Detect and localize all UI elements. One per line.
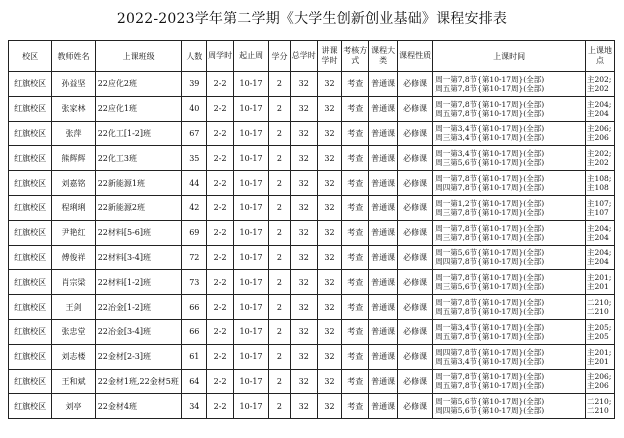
cell-class: 22材料[5-6]班 — [95, 220, 182, 245]
cell-class-time — [433, 394, 586, 419]
class-time-line: 周四第7,8节{第10-17周}(全部) — [435, 183, 545, 193]
class-time-line: 周四第7,8节{第10-17周}(全部) — [435, 347, 545, 357]
table-row — [9, 245, 615, 270]
cell-exam-type: 考查 — [342, 195, 369, 220]
header-campus: 校区 — [9, 41, 52, 72]
cell-class: 22材料[1-2]班 — [95, 270, 182, 295]
cell-weekly-hours: 2-2 — [207, 245, 234, 270]
cell-class: 22应化1班 — [95, 96, 182, 121]
cell-class: 22新能源2班 — [95, 195, 182, 220]
table-row — [9, 96, 615, 121]
class-time-line: 周一第3,4节{第10-17周}(全部) — [435, 124, 545, 134]
header-exam-type: 考核方式 — [342, 41, 369, 72]
cell-course-nature: 必修课 — [398, 344, 433, 369]
location-line: 主107 — [587, 207, 609, 217]
cell-teacher: 张萍 — [52, 121, 95, 146]
cell-lecture-hours: 32 — [317, 96, 342, 121]
location-line: 主202 — [587, 83, 609, 93]
cell-location — [586, 369, 615, 394]
header-lecture-hours: 讲课学时 — [317, 41, 342, 72]
cell-credit: 2 — [269, 195, 291, 220]
cell-count: 69 — [182, 220, 207, 245]
cell-class-time — [433, 369, 586, 394]
location-line: 二210; — [587, 397, 612, 407]
cell-exam-type: 考查 — [342, 171, 369, 196]
cell-week-range: 10-17 — [234, 344, 269, 369]
cell-lecture-hours: 32 — [317, 394, 342, 419]
cell-class: 22金材4班 — [95, 394, 182, 419]
class-time-line: 周三第5,6节{第10-17周}(全部) — [435, 282, 545, 292]
cell-weekly-hours: 2-2 — [207, 146, 234, 171]
cell-class-time — [433, 344, 586, 369]
cell-exam-type: 考查 — [342, 319, 369, 344]
cell-course-nature: 必修课 — [398, 319, 433, 344]
cell-location — [586, 72, 615, 97]
location-line: 主201; — [587, 273, 612, 283]
cell-teacher: 孙益坚 — [52, 72, 95, 97]
cell-total-hours: 32 — [290, 369, 317, 394]
cell-credit: 2 — [269, 270, 291, 295]
location-line: 主206 — [587, 381, 609, 391]
class-time-line: 周四第7,8节{第10-17周}(全部) — [435, 257, 545, 267]
table-row — [9, 121, 615, 146]
cell-class-time — [433, 295, 586, 320]
cell-location — [586, 270, 615, 295]
table-row — [9, 319, 615, 344]
cell-credit: 2 — [269, 146, 291, 171]
cell-course-nature: 必修课 — [398, 171, 433, 196]
class-time-line: 周一第7,8节{第10-17周}(全部) — [435, 372, 545, 382]
cell-week-range: 10-17 — [234, 245, 269, 270]
location-line: 主204; — [587, 248, 612, 258]
class-time-line: 周五第7,8节{第10-17周}(全部) — [435, 83, 545, 93]
cell-count: 42 — [182, 195, 207, 220]
table-row — [9, 270, 615, 295]
table-row — [9, 195, 615, 220]
cell-total-hours: 32 — [290, 146, 317, 171]
cell-exam-type: 考查 — [342, 220, 369, 245]
class-time-line: 周三第5,6节{第10-17周}(全部) — [435, 158, 545, 168]
cell-course-category: 普通课 — [369, 96, 398, 121]
cell-course-category: 普通课 — [369, 270, 398, 295]
cell-class: 22金材1班,22金材5班 — [95, 369, 182, 394]
header-week-range: 起止周 — [234, 41, 269, 72]
cell-campus: 红旗校区 — [9, 96, 52, 121]
location-line: 主107; — [587, 198, 612, 208]
cell-credit: 2 — [269, 72, 291, 97]
cell-count: 61 — [182, 344, 207, 369]
cell-teacher: 尹艳红 — [52, 220, 95, 245]
schedule-table — [8, 40, 615, 419]
class-time-line: 周五第7,8节{第10-17周}(全部) — [435, 108, 545, 118]
table-row — [9, 171, 615, 196]
location-line: 主201 — [587, 356, 609, 366]
cell-campus: 红旗校区 — [9, 394, 52, 419]
cell-class-time — [433, 245, 586, 270]
cell-total-hours: 32 — [290, 171, 317, 196]
cell-exam-type: 考查 — [342, 369, 369, 394]
cell-course-nature: 必修课 — [398, 270, 433, 295]
cell-count: 64 — [182, 369, 207, 394]
cell-campus: 红旗校区 — [9, 146, 52, 171]
cell-campus: 红旗校区 — [9, 121, 52, 146]
cell-campus: 红旗校区 — [9, 195, 52, 220]
location-line: 主201; — [587, 347, 612, 357]
cell-week-range: 10-17 — [234, 394, 269, 419]
class-time-line: 周三第3,4节{第10-17周}(全部) — [435, 133, 545, 143]
cell-campus: 红旗校区 — [9, 171, 52, 196]
cell-weekly-hours: 2-2 — [207, 220, 234, 245]
cell-course-category: 普通课 — [369, 146, 398, 171]
cell-weekly-hours: 2-2 — [207, 394, 234, 419]
cell-class: 22应化2班 — [95, 72, 182, 97]
cell-location — [586, 121, 615, 146]
class-time-line: 周五第7,8节{第10-17周}(全部) — [435, 307, 545, 317]
cell-lecture-hours: 32 — [317, 72, 342, 97]
class-time-line: 周五第3,4节{第10-17周}(全部) — [435, 356, 545, 366]
cell-course-nature: 必修课 — [398, 394, 433, 419]
cell-credit: 2 — [269, 394, 291, 419]
cell-weekly-hours: 2-2 — [207, 344, 234, 369]
class-time-line: 周五第7,8节{第10-17周}(全部) — [435, 381, 545, 391]
cell-lecture-hours: 32 — [317, 121, 342, 146]
cell-location — [586, 171, 615, 196]
table-row — [9, 220, 615, 245]
cell-total-hours: 32 — [290, 195, 317, 220]
location-line: 主205 — [587, 331, 609, 341]
class-time-line: 周三第7,8节{第10-17周}(全部) — [435, 232, 545, 242]
table-row — [9, 344, 615, 369]
header-location: 上课地点 — [586, 41, 615, 72]
cell-weekly-hours: 2-2 — [207, 96, 234, 121]
cell-course-category: 普通课 — [369, 394, 398, 419]
cell-total-hours: 32 — [290, 295, 317, 320]
cell-lecture-hours: 32 — [317, 220, 342, 245]
location-line: 主204 — [587, 257, 609, 267]
class-time-line: 周一第7,8节{第10-17周}(全部) — [435, 99, 545, 109]
cell-total-hours: 32 — [290, 344, 317, 369]
cell-class: 22化工3班 — [95, 146, 182, 171]
cell-campus: 红旗校区 — [9, 319, 52, 344]
cell-teacher: 刘亭 — [52, 394, 95, 419]
cell-week-range: 10-17 — [234, 369, 269, 394]
location-line: 主206 — [587, 133, 609, 143]
class-time-line: 周五第7,8节{第10-17周}(全部) — [435, 331, 545, 341]
location-line: 二210 — [587, 406, 609, 416]
cell-class-time — [433, 319, 586, 344]
cell-course-nature: 必修课 — [398, 96, 433, 121]
class-time-line: 周一第5,6节{第10-17周}(全部) — [435, 397, 545, 407]
cell-week-range: 10-17 — [234, 146, 269, 171]
cell-lecture-hours: 32 — [317, 369, 342, 394]
table-row — [9, 72, 615, 97]
cell-exam-type: 考查 — [342, 270, 369, 295]
class-time-line: 周一第7,8节{第10-17周}(全部) — [435, 174, 545, 184]
cell-lecture-hours: 32 — [317, 195, 342, 220]
location-line: 主202 — [587, 158, 609, 168]
cell-location — [586, 195, 615, 220]
location-line: 主108; — [587, 174, 612, 184]
cell-credit: 2 — [269, 171, 291, 196]
cell-total-hours: 32 — [290, 121, 317, 146]
cell-location — [586, 220, 615, 245]
cell-course-category: 普通课 — [369, 245, 398, 270]
class-time-line: 周四第5,6节{第10-17周}(全部) — [435, 406, 545, 416]
class-time-line: 周一第3,4节{第10-17周}(全部) — [435, 322, 545, 332]
cell-location — [586, 96, 615, 121]
cell-course-category: 普通课 — [369, 121, 398, 146]
class-time-line: 周一第3,4节{第10-17周}(全部) — [435, 149, 545, 159]
cell-course-category: 普通课 — [369, 195, 398, 220]
cell-class-time — [433, 121, 586, 146]
cell-campus: 红旗校区 — [9, 369, 52, 394]
cell-count: 44 — [182, 171, 207, 196]
cell-course-nature: 必修课 — [398, 195, 433, 220]
cell-lecture-hours: 32 — [317, 295, 342, 320]
cell-lecture-hours: 32 — [317, 245, 342, 270]
cell-count: 40 — [182, 96, 207, 121]
cell-teacher: 程琍琍 — [52, 195, 95, 220]
class-time-line: 周一第7,8节{第10-17周}(全部) — [435, 74, 545, 84]
location-line: 主108 — [587, 183, 609, 193]
cell-exam-type: 考查 — [342, 121, 369, 146]
class-time-line: 周一第7,8节{第10-17周}(全部) — [435, 298, 545, 308]
cell-count: 34 — [182, 394, 207, 419]
cell-teacher: 王剑 — [52, 295, 95, 320]
cell-week-range: 10-17 — [234, 96, 269, 121]
cell-class: 22材料[3-4]班 — [95, 245, 182, 270]
cell-credit: 2 — [269, 121, 291, 146]
cell-location — [586, 295, 615, 320]
cell-course-nature: 必修课 — [398, 295, 433, 320]
cell-teacher: 熊辉辉 — [52, 146, 95, 171]
cell-campus: 红旗校区 — [9, 270, 52, 295]
header-credit: 学分 — [269, 41, 291, 72]
cell-course-category: 普通课 — [369, 295, 398, 320]
cell-exam-type: 考查 — [342, 394, 369, 419]
cell-week-range: 10-17 — [234, 72, 269, 97]
cell-total-hours: 32 — [290, 96, 317, 121]
cell-location — [586, 319, 615, 344]
cell-weekly-hours: 2-2 — [207, 121, 234, 146]
location-line: 主202; — [587, 149, 612, 159]
cell-teacher: 刘志楼 — [52, 344, 95, 369]
cell-credit: 2 — [269, 295, 291, 320]
cell-week-range: 10-17 — [234, 319, 269, 344]
cell-class-time — [433, 171, 586, 196]
header-class-time: 上课时间 — [433, 41, 586, 72]
location-line: 主205; — [587, 322, 612, 332]
cell-location — [586, 344, 615, 369]
cell-class: 22冶金[1-2]班 — [95, 295, 182, 320]
location-line: 主202; — [587, 74, 612, 84]
class-time-line: 周三第7,8节{第10-17周}(全部) — [435, 207, 545, 217]
location-line: 二210; — [587, 298, 612, 308]
cell-course-nature: 必修课 — [398, 220, 433, 245]
cell-class-time — [433, 195, 586, 220]
header-weekly-hours: 周学时 — [207, 41, 234, 72]
cell-total-hours: 32 — [290, 270, 317, 295]
cell-week-range: 10-17 — [234, 220, 269, 245]
cell-course-nature: 必修课 — [398, 369, 433, 394]
cell-exam-type: 考查 — [342, 96, 369, 121]
table-header-row — [9, 41, 615, 72]
location-line: 主204; — [587, 223, 612, 233]
cell-count: 66 — [182, 295, 207, 320]
cell-course-nature: 必修课 — [398, 72, 433, 97]
cell-week-range: 10-17 — [234, 121, 269, 146]
cell-lecture-hours: 32 — [317, 146, 342, 171]
cell-course-category: 普通课 — [369, 171, 398, 196]
document-title: 2022-2023学年第二学期《大学生创新创业基础》课程安排表 — [116, 11, 508, 27]
class-time-line: 周一第1,2节{第10-17周}(全部) — [435, 198, 545, 208]
cell-credit: 2 — [269, 319, 291, 344]
cell-location — [586, 394, 615, 419]
cell-total-hours: 32 — [290, 319, 317, 344]
cell-exam-type: 考查 — [342, 72, 369, 97]
cell-course-category: 普通课 — [369, 369, 398, 394]
cell-credit: 2 — [269, 369, 291, 394]
cell-total-hours: 32 — [290, 72, 317, 97]
cell-count: 35 — [182, 146, 207, 171]
location-line: 主204 — [587, 108, 609, 118]
location-line: 主204 — [587, 232, 609, 242]
cell-course-category: 普通课 — [369, 344, 398, 369]
cell-week-range: 10-17 — [234, 270, 269, 295]
cell-credit: 2 — [269, 220, 291, 245]
cell-campus: 红旗校区 — [9, 220, 52, 245]
cell-weekly-hours: 2-2 — [207, 369, 234, 394]
cell-class-time — [433, 146, 586, 171]
cell-exam-type: 考查 — [342, 146, 369, 171]
cell-class: 22冶金[3-4]班 — [95, 319, 182, 344]
cell-course-nature: 必修课 — [398, 245, 433, 270]
cell-total-hours: 32 — [290, 220, 317, 245]
location-line: 主204; — [587, 99, 612, 109]
cell-teacher: 刘嘉铭 — [52, 171, 95, 196]
cell-credit: 2 — [269, 96, 291, 121]
header-count: 人数 — [182, 41, 207, 72]
cell-teacher: 王和斌 — [52, 369, 95, 394]
cell-location — [586, 146, 615, 171]
location-line: 主206; — [587, 124, 612, 134]
cell-week-range: 10-17 — [234, 171, 269, 196]
cell-lecture-hours: 32 — [317, 171, 342, 196]
cell-class-time — [433, 270, 586, 295]
cell-campus: 红旗校区 — [9, 245, 52, 270]
cell-weekly-hours: 2-2 — [207, 295, 234, 320]
cell-class-time — [433, 220, 586, 245]
header-total-hours: 总学时 — [290, 41, 317, 72]
cell-weekly-hours: 2-2 — [207, 72, 234, 97]
cell-weekly-hours: 2-2 — [207, 319, 234, 344]
location-line: 主201 — [587, 282, 609, 292]
location-line: 主206; — [587, 372, 612, 382]
location-line: 二210 — [587, 307, 609, 317]
cell-count: 72 — [182, 245, 207, 270]
table-row — [9, 369, 615, 394]
cell-exam-type: 考查 — [342, 295, 369, 320]
cell-campus: 红旗校区 — [9, 295, 52, 320]
cell-class: 22金材[2-3]班 — [95, 344, 182, 369]
class-time-line: 周一第5,6节{第10-17周}(全部) — [435, 248, 545, 258]
cell-credit: 2 — [269, 344, 291, 369]
cell-count: 66 — [182, 319, 207, 344]
cell-teacher: 张忠堂 — [52, 319, 95, 344]
cell-course-category: 普通课 — [369, 319, 398, 344]
cell-weekly-hours: 2-2 — [207, 195, 234, 220]
cell-lecture-hours: 32 — [317, 344, 342, 369]
cell-location — [586, 245, 615, 270]
cell-teacher: 张家林 — [52, 96, 95, 121]
cell-class-time — [433, 96, 586, 121]
cell-class: 22新能源1班 — [95, 171, 182, 196]
cell-course-category: 普通课 — [369, 220, 398, 245]
cell-week-range: 10-17 — [234, 295, 269, 320]
cell-exam-type: 考查 — [342, 344, 369, 369]
header-teacher: 教师姓名 — [52, 41, 95, 72]
header-class: 上课班级 — [95, 41, 182, 72]
cell-campus: 红旗校区 — [9, 344, 52, 369]
cell-teacher: 傅俊祥 — [52, 245, 95, 270]
cell-class-time — [433, 72, 586, 97]
cell-credit: 2 — [269, 245, 291, 270]
cell-course-nature: 必修课 — [398, 146, 433, 171]
class-time-line: 周一第7,8节{第10-17周}(全部) — [435, 223, 545, 233]
class-time-line: 周一第7,8节{第10-17周}(全部) — [435, 273, 545, 283]
cell-teacher: 肖宗梁 — [52, 270, 95, 295]
cell-lecture-hours: 32 — [317, 319, 342, 344]
cell-course-category: 普通课 — [369, 72, 398, 97]
cell-week-range: 10-17 — [234, 195, 269, 220]
cell-campus: 红旗校区 — [9, 72, 52, 97]
cell-weekly-hours: 2-2 — [207, 270, 234, 295]
table-row — [9, 146, 615, 171]
table-row — [9, 295, 615, 320]
header-course-category: 课程大类 — [369, 41, 398, 72]
cell-lecture-hours: 32 — [317, 270, 342, 295]
cell-total-hours: 32 — [290, 245, 317, 270]
cell-total-hours: 32 — [290, 394, 317, 419]
cell-count: 67 — [182, 121, 207, 146]
header-course-nature: 课程性质 — [398, 41, 433, 72]
cell-class: 22化工[1-2]班 — [95, 121, 182, 146]
cell-exam-type: 考查 — [342, 245, 369, 270]
cell-count: 73 — [182, 270, 207, 295]
table-row — [9, 394, 615, 419]
cell-course-nature: 必修课 — [398, 121, 433, 146]
cell-weekly-hours: 2-2 — [207, 171, 234, 196]
cell-count: 39 — [182, 72, 207, 97]
